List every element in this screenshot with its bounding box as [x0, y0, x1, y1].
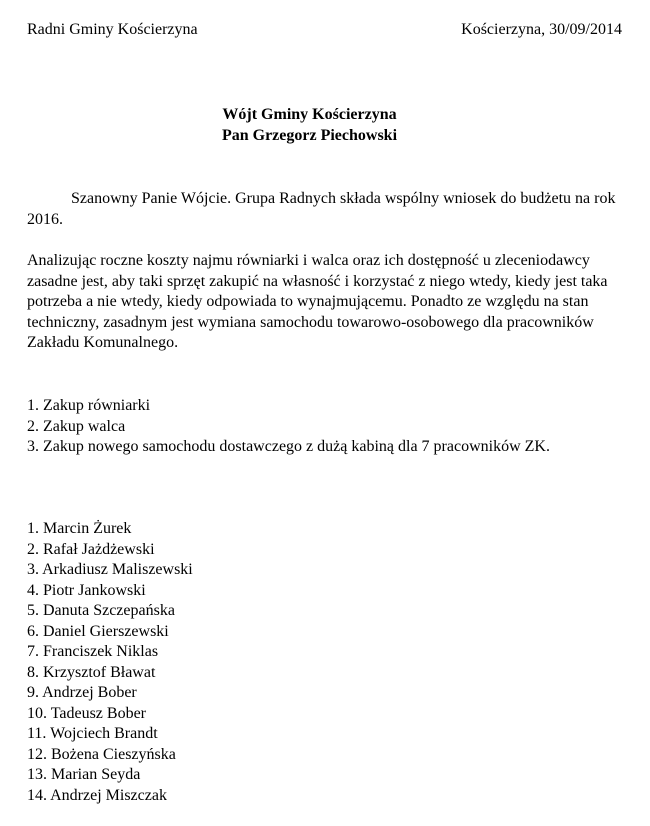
signatory-item: 9. Andrzej Bober: [27, 684, 137, 701]
request-item: 2. Zakup walca: [27, 417, 126, 435]
signatory-item: 5. Danuta Szczepańska: [27, 602, 175, 619]
signatory-item: 13. Marian Seyda: [27, 766, 141, 783]
signatory-item: 8. Krzysztof Bławat: [27, 663, 156, 681]
addressee-name: Pan Grzegorz Piechowski: [221, 126, 398, 144]
signatory-item: 3. Arkadiusz Maliszewski: [27, 561, 193, 578]
signatory-item: 2. Rafał Jażdżewski: [27, 540, 155, 558]
addressee-title: Wójt Gminy Kościerzyna: [222, 106, 397, 123]
signatory-item: 1. Marcin Żurek: [27, 520, 132, 537]
signatories-list: [27, 519, 193, 806]
signatory-item: 12. Bożena Cieszyńska: [27, 745, 176, 763]
signatory-item: 10. Tadeusz Bober: [27, 704, 146, 722]
letter-header: [27, 20, 622, 42]
signatory-item: 14. Andrzej Miszczak: [27, 786, 167, 804]
place-date: Kościerzyna, 30/09/2014: [461, 21, 622, 38]
justification-paragraph: Analizując roczne koszty najmu równiarki i walca oraz ich dostępność u zleceniodawcy zasadne jest, aby taki sprzęt zakupić na własność i korzystać z niego wtedy, kiedy jest taka potrzeba a nie wtedy, kiedy odpowiada to wynajmującemu. Ponadto ze względu na stan techniczny, zasadnym jest wymiana samochodu towarowo-osobowego dla pracowników Zakładu Komunalnego.: [27, 252, 608, 351]
request-item: 1. Zakup równiarki: [27, 397, 151, 414]
greeting-paragraph: Szanowny Panie Wójcie. Grupa Radnych składa wspólny wniosek do budżetu na rok 2016.: [27, 190, 616, 228]
request-item: 3. Zakup nowego samochodu dostawczego z dużą kabiną dla 7 pracowników ZK.: [27, 438, 550, 455]
sender-label: Radni Gminy Kościerzyna: [27, 21, 198, 38]
signatory-item: 11. Wojciech Brandt: [27, 725, 158, 742]
addressee-block: [27, 105, 592, 146]
signatory-item: 6. Daniel Gierszewski: [27, 622, 169, 640]
signatory-item: 4. Piotr Jankowski: [27, 581, 146, 599]
signatory-item: 7. Franciszek Niklas: [27, 643, 159, 660]
requests-list: [27, 396, 550, 458]
